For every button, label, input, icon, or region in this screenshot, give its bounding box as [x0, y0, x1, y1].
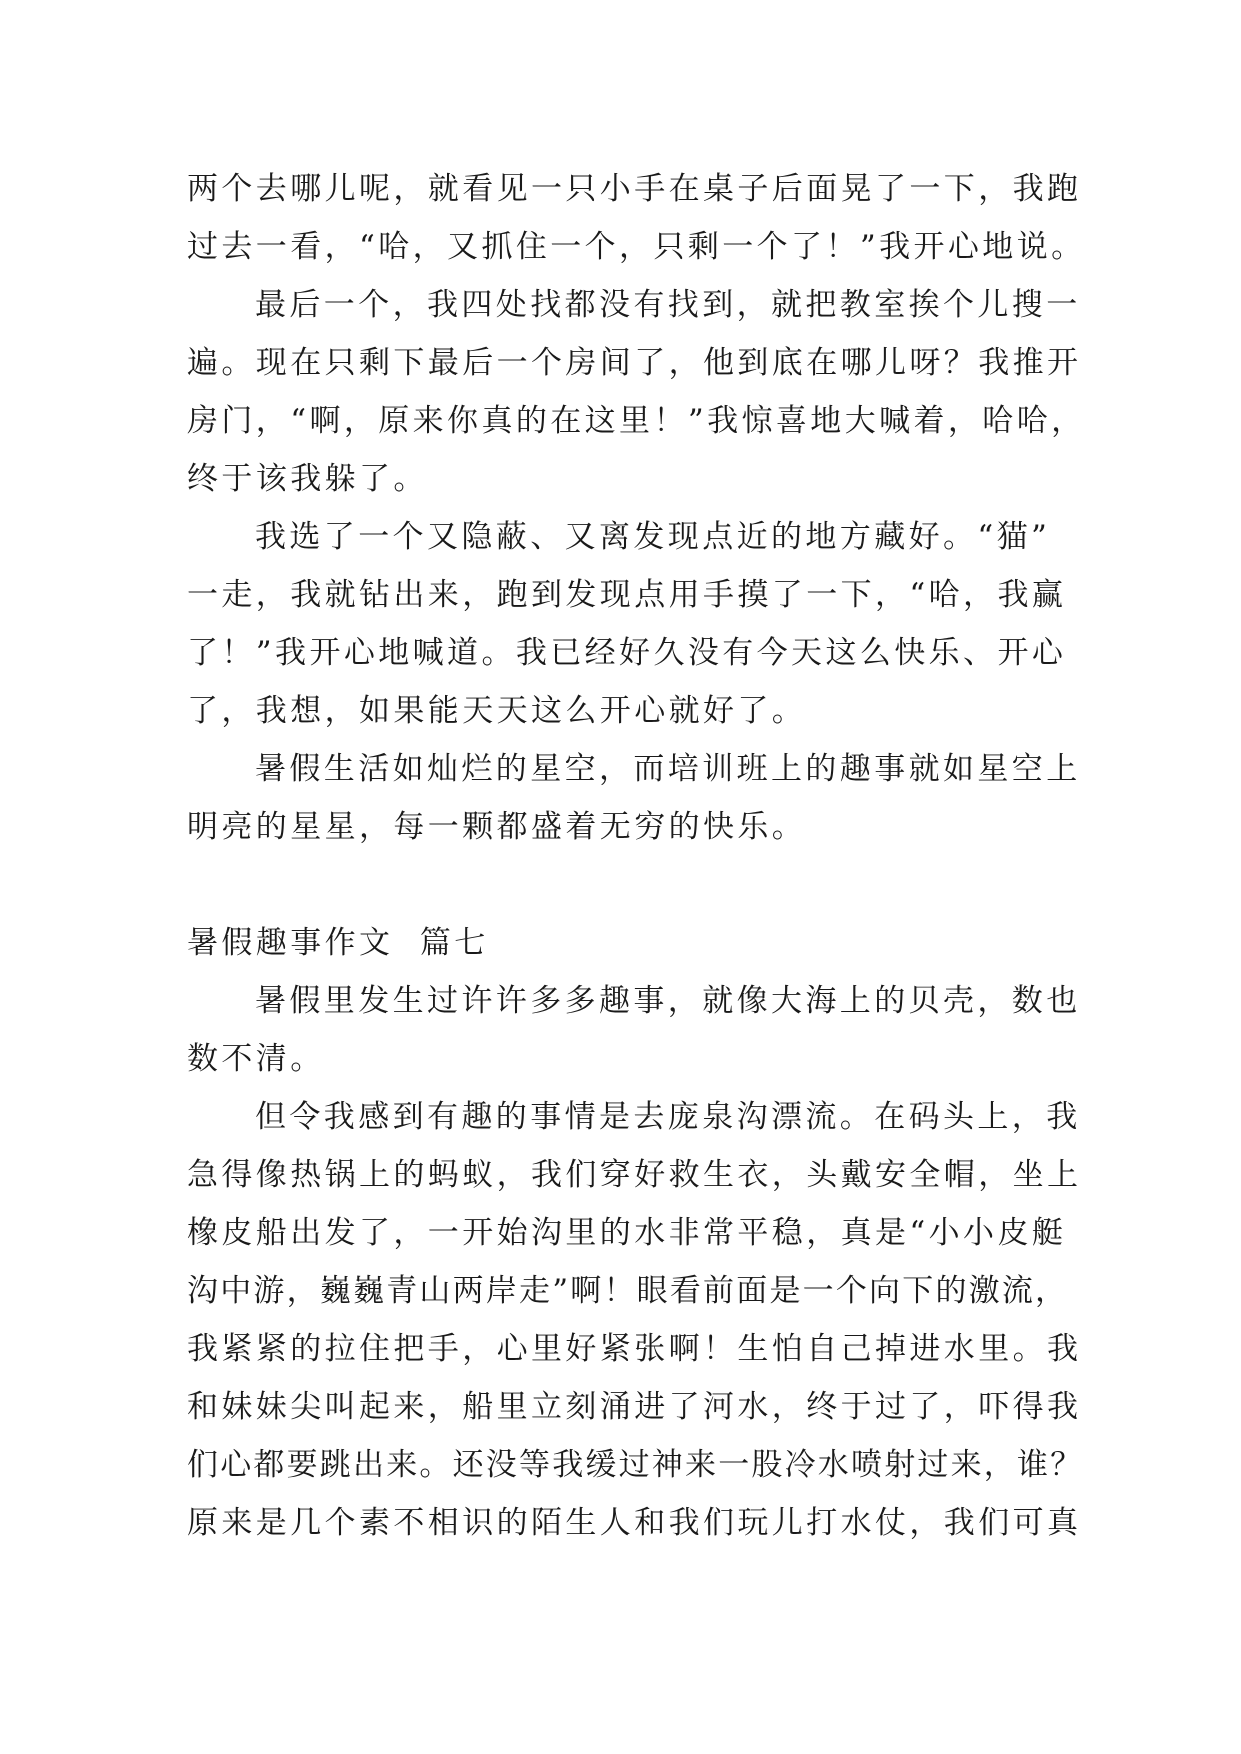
text-line: 急得像热锅上的蚂蚁，我们穿好救生衣，头戴安全帽，坐上 [187, 1157, 1082, 1193]
text-line: 暑假里发生过许许多多趣事，就像大海上的贝壳，数也 [255, 983, 1081, 1019]
text-line: 我紧紧的拉住把手，心里好紧张啊！生怕自己掉进水里。我 [187, 1331, 1082, 1367]
text-line: 终于该我躲了。 [187, 461, 428, 497]
text-line: 橡皮船出发了，一开始沟里的水非常平稳，真是“小小皮艇 [187, 1215, 1067, 1251]
paragraph [187, 740, 1081, 856]
paragraph [187, 276, 1086, 508]
section-heading: 暑假趣事作文 篇七 [187, 925, 489, 961]
text-line: 明亮的星星，每一颗都盛着无穷的快乐。 [187, 809, 807, 845]
text-line: 和妹妹尖叫起来，船里立刻涌进了河水，终于过了，吓得我 [187, 1389, 1082, 1425]
text-line: 遍。现在只剩下最后一个房间了，他到底在哪儿呀？我推开 [187, 345, 1082, 381]
text-line: 数不清。 [187, 1041, 325, 1077]
text-line: 沟中游，巍巍青山两岸走”啊！眼看前面是一个向下的激流， [187, 1273, 1069, 1309]
text-line: 了，我想，如果能天天这么开心就好了。 [187, 693, 807, 729]
paragraph [187, 1088, 1084, 1552]
text-line: 我选了一个又隐蔽、又离发现点近的地方藏好。“猫” [255, 519, 1051, 555]
text-line: 过去一看，“哈，又抓住一个，只剩一个了！”我开心地说。 [187, 229, 1086, 265]
paragraph [187, 508, 1067, 740]
document-page [187, 160, 1086, 1552]
text-line: 们心都要跳出来。还没等我缓过神来一股冷水喷射过来，谁？ [187, 1447, 1084, 1483]
text-line: 房门，“啊，原来你真的在这里！”我惊喜地大喊着，哈哈， [187, 403, 1086, 439]
text-line: 一走，我就钻出来，跑到发现点用手摸了一下，“哈，我赢 [187, 577, 1067, 613]
paragraph [187, 972, 1081, 1088]
text-line: 暑假生活如灿烂的星空，而培训班上的趣事就如星空上 [255, 751, 1081, 787]
text-line: 两个去哪儿呢，就看见一只小手在桌子后面晃了一下，我跑 [187, 171, 1082, 207]
text-line: 了！”我开心地喊道。我已经好久没有今天这么快乐、开心 [187, 635, 1067, 671]
section-spacer [187, 856, 1067, 914]
text-line: 最后一个，我四处找都没有找到，就把教室挨个儿搜一 [255, 287, 1081, 323]
text-line: 但令我感到有趣的事情是去庞泉沟漂流。在码头上，我 [255, 1099, 1081, 1135]
paragraph [187, 160, 1086, 276]
text-line: 原来是几个素不相识的陌生人和我们玩儿打水仗，我们可真 [187, 1505, 1082, 1541]
